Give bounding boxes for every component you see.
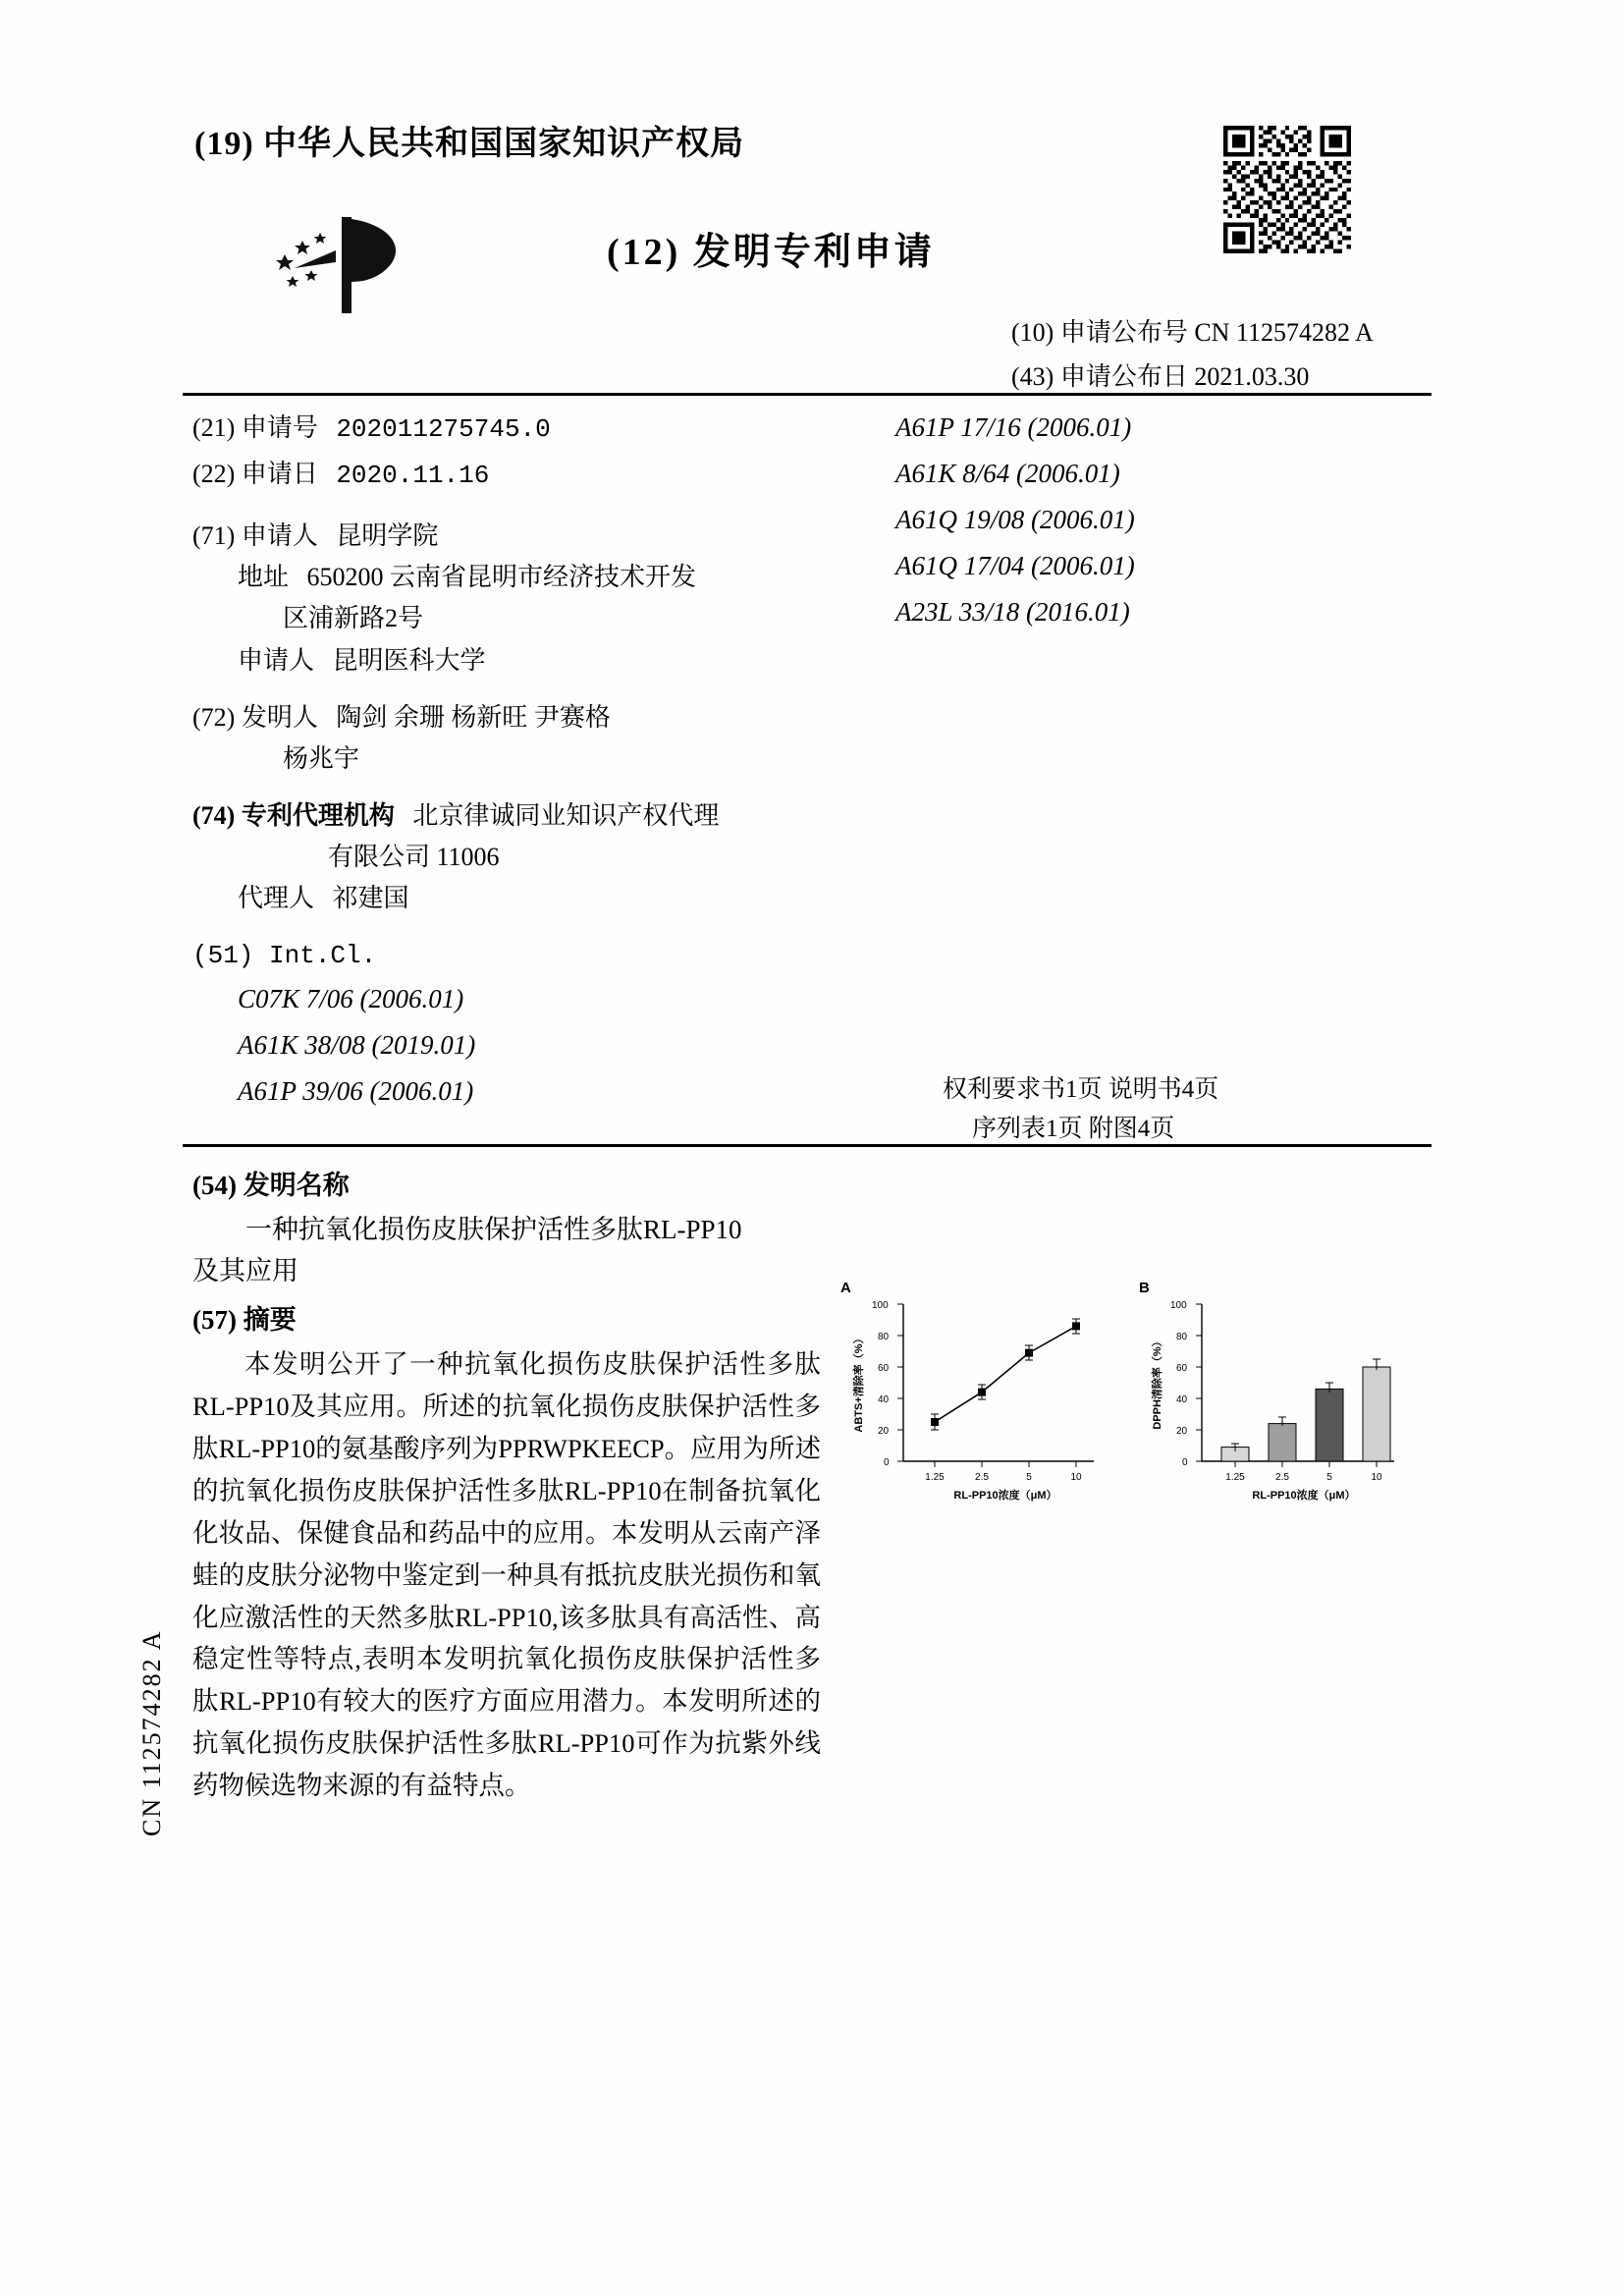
intcl-right-1: A61K 8/64 (2006.01) — [895, 458, 1120, 488]
svg-text:2.5: 2.5 — [975, 1472, 989, 1483]
svg-text:40: 40 — [1176, 1394, 1188, 1405]
address-label: 地址 — [238, 563, 290, 592]
agent-value: 祁建国 — [332, 884, 409, 913]
intcl-label: (51) Int.Cl. — [192, 941, 377, 971]
abstract-figure — [837, 1277, 1426, 1561]
agency-line-1: 北京律诚同业知识产权代理 — [412, 800, 720, 830]
intcl-left-0: C07K 7/06 (2006.01) — [238, 984, 464, 1014]
application-number-label: (21) 申请号 — [192, 413, 318, 442]
svg-text:40: 40 — [878, 1394, 890, 1405]
svg-text:60: 60 — [878, 1363, 890, 1374]
divider-middle — [183, 1144, 1432, 1147]
biblio-right-column — [895, 405, 1426, 635]
svg-text:0: 0 — [1182, 1457, 1188, 1468]
inventor-line-1: 陶剑 余珊 杨新旺 尹赛格 — [336, 702, 611, 732]
intcl-left-1: A61K 38/08 (2019.01) — [238, 1030, 476, 1061]
svg-text:80: 80 — [1176, 1332, 1188, 1342]
svg-text:80: 80 — [878, 1332, 890, 1342]
application-number-row — [192, 408, 840, 450]
abstract-paragraph: 本发明公开了一种抗氧化损伤皮肤保护活性多肽RL-PP10及其应用。所述的抗氧化损伤皮肤保护活性多肽RL-PP10的氨基酸序列为PPRWPKEECP。应用为所述的抗氧化损伤皮肤保护活性多肽RL-PP10在制备抗氧化化妆品、保健食品和药品中的应用。本发明从云南产泽蛙的皮肤分泌物中鉴定到一种具有抵抗皮肤光损伤和氧化应激活性的天然多肽RL-PP10,该多肽具有高活性、高稳定性等特点,表明本发明抗氧化损伤皮肤保护活性多肽RL-PP10有较大的医疗方面应用潜力。本发明所述的抗氧化损伤皮肤保护活性多肽RL-PP10可作为抗紫外线药物候选物来源的有益特点。 — [192, 1349, 821, 1801]
applicant-value: 昆明学院 — [336, 521, 439, 551]
svg-text:20: 20 — [878, 1426, 890, 1437]
intcl-right-4: A23L 33/18 (2016.01) — [895, 596, 1130, 627]
inventor-line-2: 杨兆宇 — [283, 743, 360, 773]
svg-text:10: 10 — [1371, 1472, 1382, 1483]
cnipa-logo — [265, 211, 442, 319]
intcl-right-3: A61Q 17/04 (2006.01) — [895, 550, 1135, 580]
inventor-label: (72) 发明人 — [192, 702, 318, 732]
address-row — [192, 557, 840, 598]
agency-label: (74) 专利代理机构 — [192, 800, 395, 830]
biblio-left-column — [192, 408, 840, 1115]
document-type-title: (12) 发明专利申请 — [607, 232, 935, 273]
inventor-row — [192, 697, 840, 738]
svg-text:5: 5 — [1326, 1472, 1332, 1483]
application-date-label: (22) 申请日 — [192, 460, 318, 489]
panel-a-label: A — [840, 1280, 851, 1296]
panel-b-ylabel: DPPH清除率（%） — [1152, 1336, 1163, 1430]
intcl-right-0: A61P 17/16 (2006.01) — [895, 412, 1132, 442]
applicant2-label: 申请人 — [238, 645, 315, 675]
svg-text:1.25: 1.25 — [925, 1472, 945, 1483]
section-54-label: (54) 发明名称 — [192, 1171, 350, 1200]
svg-text:10: 10 — [1070, 1472, 1082, 1483]
page-counts-line-2: 序列表1页 附图4页 — [972, 1116, 1175, 1142]
qr-code — [1223, 126, 1351, 253]
intcl-left-2: A61P 39/06 (2006.01) — [238, 1076, 474, 1107]
publication-date: (43) 申请公布日 2021.03.30 — [1011, 362, 1310, 391]
application-number-value: 202011275745.0 — [336, 414, 551, 444]
svg-text:1.25: 1.25 — [1225, 1472, 1245, 1483]
svg-text:2.5: 2.5 — [1275, 1472, 1289, 1483]
divider-top — [183, 393, 1432, 396]
invention-title-line-1: 一种抗氧化损伤皮肤保护活性多肽RL-PP10 — [245, 1215, 742, 1244]
svg-text:20: 20 — [1176, 1426, 1188, 1437]
panel-a-ylabel: ABTS+清除率（%） — [853, 1333, 865, 1433]
page-counts — [943, 1070, 1218, 1149]
panel-b-label: B — [1139, 1280, 1150, 1296]
abstract-text — [192, 1343, 821, 1807]
svg-text:5: 5 — [1026, 1472, 1032, 1483]
invention-title-line-2: 及其应用 — [192, 1255, 298, 1285]
publication-number: (10) 申请公布号 CN 112574282 A — [1011, 318, 1374, 347]
invention-title — [192, 1210, 840, 1292]
panel-a-xlabel: RL-PP10浓度（μM） — [953, 1490, 1057, 1502]
agency-row — [192, 795, 840, 837]
agent-label: 代理人 — [238, 884, 315, 913]
agency-line-2: 有限公司 11006 — [328, 842, 500, 871]
svg-text:100: 100 — [1170, 1300, 1187, 1311]
section-57-label: (57) 摘要 — [192, 1305, 297, 1335]
application-date-value: 2020.11.16 — [336, 461, 490, 491]
page-counts-line-1: 权利要求书1页 说明书4页 — [943, 1076, 1219, 1103]
panel-b-xlabel: RL-PP10浓度（μM） — [1252, 1490, 1356, 1502]
svg-text:100: 100 — [872, 1300, 889, 1311]
application-date-row — [192, 454, 840, 496]
address-line-1: 650200 云南省昆明市经济技术开发 — [306, 563, 697, 592]
svg-text:0: 0 — [884, 1457, 890, 1468]
applicant2-row — [192, 640, 840, 682]
intcl-right-2: A61Q 19/08 (2006.01) — [895, 504, 1135, 534]
agent-row — [192, 878, 840, 919]
applicant-label: (71) 申请人 — [192, 521, 318, 551]
address-line-2: 区浦新路2号 — [283, 604, 424, 633]
side-publication-code: CN 112574282 A — [137, 1629, 166, 1836]
applicant2-value: 昆明医科大学 — [332, 645, 486, 675]
applicant-row — [192, 516, 840, 557]
svg-text:60: 60 — [1176, 1363, 1188, 1374]
issuing-office: (19) 中华人民共和国国家知识产权局 — [194, 126, 745, 162]
